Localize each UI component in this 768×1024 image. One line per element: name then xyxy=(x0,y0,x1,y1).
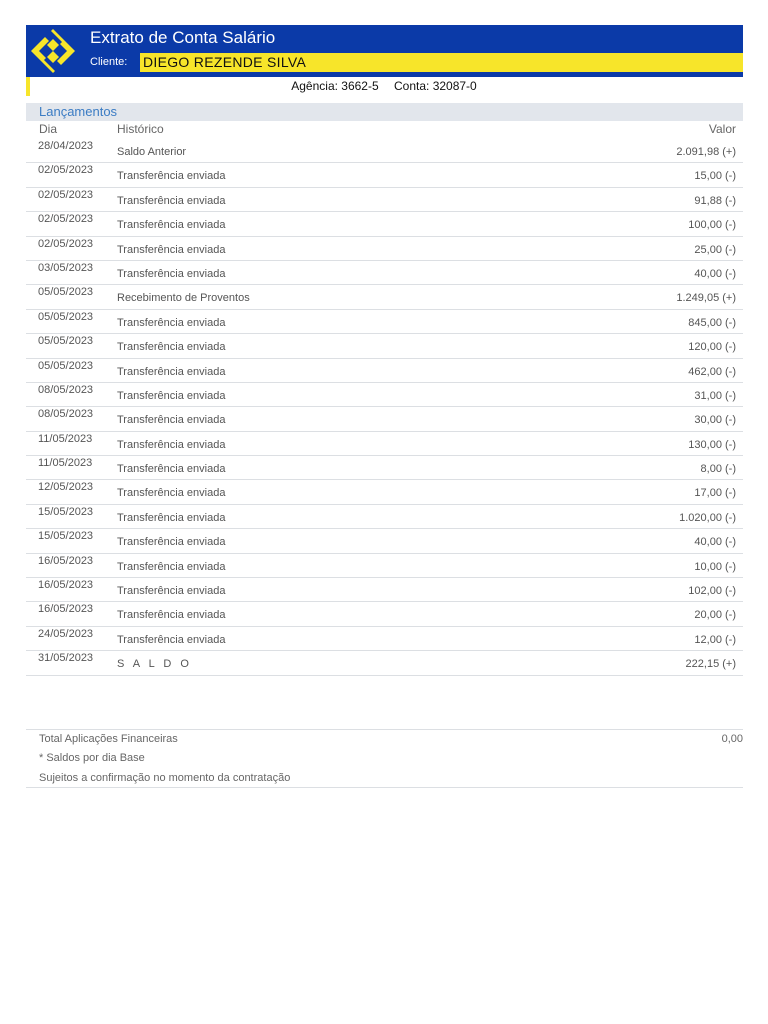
row-description: Transferência enviada xyxy=(117,243,226,256)
table-row xyxy=(26,578,743,602)
section-header xyxy=(26,103,743,121)
row-value: 222,15 (+) xyxy=(685,658,736,671)
account-info xyxy=(0,78,768,94)
row-value: 845,00 (-) xyxy=(688,316,736,329)
row-description: Transferência enviada xyxy=(117,463,226,476)
table-row xyxy=(26,602,743,626)
row-date: 15/05/2023 xyxy=(38,505,94,518)
row-date: 31/05/2023 xyxy=(38,652,94,665)
row-date: 05/05/2023 xyxy=(38,310,94,323)
row-date: 05/05/2023 xyxy=(38,335,94,348)
row-value: 8,00 (-) xyxy=(700,463,736,476)
row-description: Transferência enviada xyxy=(117,633,226,646)
row-date: 16/05/2023 xyxy=(38,579,94,592)
row-date: 12/05/2023 xyxy=(38,481,94,494)
table-row xyxy=(26,505,743,529)
row-description: Saldo Anterior xyxy=(117,146,187,158)
row-value: 31,00 (-) xyxy=(694,389,736,402)
row-value: 120,00 (-) xyxy=(688,341,736,354)
row-description: Transferência enviada xyxy=(117,219,226,232)
row-description: Transferência enviada xyxy=(117,267,226,280)
row-value: 462,00 (-) xyxy=(688,365,736,378)
statement-footer xyxy=(26,729,743,788)
account-number: Conta: 32087-0 xyxy=(394,79,477,93)
row-value: 40,00 (-) xyxy=(694,536,736,549)
client-label: Cliente: xyxy=(90,56,128,68)
table-row xyxy=(26,261,743,285)
table-row xyxy=(26,407,743,431)
row-description: Transferência enviada xyxy=(117,609,226,622)
row-description: Transferência enviada xyxy=(117,511,226,524)
row-date: 02/05/2023 xyxy=(38,188,94,201)
row-description: Transferência enviada xyxy=(117,536,226,549)
transactions-table xyxy=(26,139,743,676)
row-date: 11/05/2023 xyxy=(38,457,93,470)
row-value: 12,00 (-) xyxy=(694,633,736,646)
row-description: S A L D O xyxy=(117,658,192,671)
statement-header xyxy=(26,25,743,77)
row-date: 05/05/2023 xyxy=(38,359,94,372)
row-value: 100,00 (-) xyxy=(688,219,736,232)
table-row xyxy=(26,529,743,553)
table-row xyxy=(26,554,743,578)
row-description: Transferência enviada xyxy=(117,414,226,427)
row-description: Transferência enviada xyxy=(117,585,226,598)
table-row xyxy=(26,163,743,187)
row-date: 11/05/2023 xyxy=(38,432,93,445)
row-description: Transferência enviada xyxy=(117,341,226,354)
row-description: Transferência enviada xyxy=(117,365,226,378)
row-description: Recebimento de Proventos xyxy=(117,292,250,305)
row-description: Transferência enviada xyxy=(117,487,226,500)
total-investments-label: Total Aplicações Financeiras xyxy=(39,733,178,745)
client-name: DIEGO REZENDE SILVA xyxy=(140,53,743,72)
table-row xyxy=(26,188,743,212)
row-date: 24/05/2023 xyxy=(38,627,94,640)
table-row xyxy=(26,456,743,480)
banco-do-brasil-logo-icon xyxy=(26,25,80,77)
table-row xyxy=(26,334,743,358)
table-row xyxy=(26,480,743,504)
row-date: 16/05/2023 xyxy=(38,554,94,567)
row-date: 05/05/2023 xyxy=(38,286,94,299)
table-row xyxy=(26,651,743,675)
row-value: 40,00 (-) xyxy=(694,267,736,280)
section-title: Lançamentos xyxy=(39,104,118,119)
page-title: Extrato de Conta Salário xyxy=(90,28,276,47)
table-row xyxy=(26,139,743,163)
table-row xyxy=(26,432,743,456)
row-value: 1.020,00 (-) xyxy=(679,511,736,524)
column-header-history: Histórico xyxy=(117,122,164,136)
table-row xyxy=(26,212,743,236)
row-date: 16/05/2023 xyxy=(38,603,94,616)
row-value: 2.091,98 (+) xyxy=(676,146,736,158)
row-date: 08/05/2023 xyxy=(38,383,94,396)
row-value: 1.249,05 (+) xyxy=(676,292,736,305)
table-row xyxy=(26,359,743,383)
table-row xyxy=(26,383,743,407)
row-value: 91,88 (-) xyxy=(694,194,736,207)
column-header-value: Valor xyxy=(708,122,736,136)
row-date: 15/05/2023 xyxy=(38,530,94,543)
footnote-balances: * Saldos por dia Base xyxy=(39,752,145,764)
row-date: 08/05/2023 xyxy=(38,408,94,421)
row-date: 02/05/2023 xyxy=(38,213,94,226)
row-description: Transferência enviada xyxy=(117,560,226,573)
table-row xyxy=(26,285,743,309)
row-date: 03/05/2023 xyxy=(38,261,94,274)
row-value: 17,00 (-) xyxy=(694,487,736,500)
total-investments-value: 0,00 xyxy=(721,733,743,745)
row-description: Transferência enviada xyxy=(117,194,226,207)
row-value: 25,00 (-) xyxy=(694,243,736,256)
footnote-confirmation: Sujeitos a confirmação no momento da contratação xyxy=(39,772,291,784)
agency-number: Agência: 3662-5 xyxy=(291,79,379,93)
row-value: 15,00 (-) xyxy=(694,170,736,183)
row-description: Transferência enviada xyxy=(117,170,226,183)
row-date: 02/05/2023 xyxy=(38,237,94,250)
row-value: 130,00 (-) xyxy=(688,438,736,451)
row-description: Transferência enviada xyxy=(117,438,226,451)
row-value: 10,00 (-) xyxy=(694,560,736,573)
row-description: Transferência enviada xyxy=(117,316,226,329)
table-row xyxy=(26,310,743,334)
table-row xyxy=(26,627,743,651)
row-value: 30,00 (-) xyxy=(694,414,736,427)
row-value: 102,00 (-) xyxy=(688,585,736,598)
column-header-date: Dia xyxy=(39,122,58,136)
row-value: 20,00 (-) xyxy=(694,609,736,622)
table-row xyxy=(26,237,743,261)
row-description: Transferência enviada xyxy=(117,389,226,402)
row-date: 28/04/2023 xyxy=(38,140,94,152)
row-date: 02/05/2023 xyxy=(38,164,94,177)
